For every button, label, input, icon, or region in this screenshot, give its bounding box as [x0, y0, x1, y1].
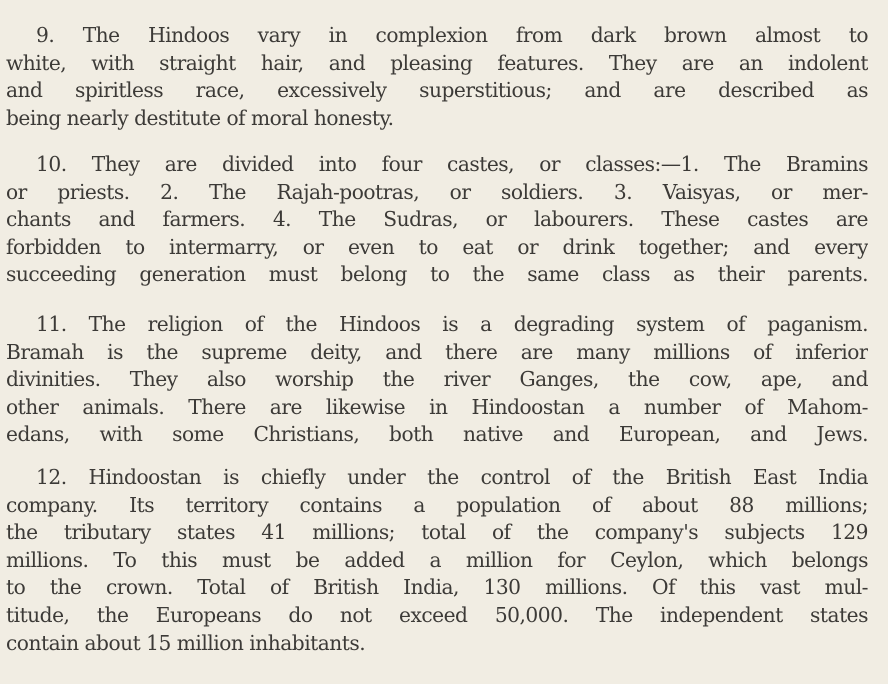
text-line: 12. Hindoostan is chiefly under the control of the British East India: [36, 465, 868, 489]
text-line: edans, with some Christians, both native and European, and Jews.: [6, 422, 868, 447]
text-line: the tributary states 41 millions; total of the company's subjects 129: [6, 520, 868, 545]
paragraph-10: [6, 151, 868, 289]
text-line: 9. The Hindoos vary in complexion from dark brown almost to: [36, 23, 868, 47]
text-line: to the crown. Total of British India, 130 millions. Of this vast mul-: [6, 575, 868, 600]
text-line: Bramah is the supreme deity, and there are many millions of inferior: [6, 339, 868, 364]
text-line: divinities. They also worship the river Ganges, the cow, ape, and: [6, 367, 868, 392]
paragraph-11: [6, 311, 868, 449]
text-line: company. Its territory contains a population of about 88 millions;: [6, 492, 868, 517]
text-line: chants and farmers. 4. The Sudras, or labourers. These castes are: [6, 207, 868, 232]
text-line: being nearly destitute of moral honesty.: [6, 105, 394, 130]
paragraph-9: [6, 22, 868, 132]
paragraph-12: [6, 464, 868, 657]
text-line: succeeding generation must belong to the same class as their parents.: [6, 262, 868, 287]
text-line: or priests. 2. The Rajah-pootras, or soldiers. 3. Vaisyas, or mer-: [6, 179, 868, 204]
text-line: titude, the Europeans do not exceed 50,000. The independent states: [6, 602, 868, 627]
text-line: other animals. There are likewise in Hindoostan a number of Mahom-: [6, 394, 868, 419]
text-line: white, with straight hair, and pleasing features. They are an indolent: [6, 50, 868, 75]
text-line: 10. They are divided into four castes, or classes:—1. The Bramins: [36, 152, 868, 176]
text-line: millions. To this must be added a million for Ceylon, which belongs: [6, 547, 868, 572]
text-line: forbidden to intermarry, or even to eat or drink together; and every: [6, 234, 868, 259]
text-line: and spiritless race, excessively superstitious; and are described as: [6, 78, 868, 103]
text-line: 11. The religion of the Hindoos is a degrading system of paganism.: [36, 312, 868, 336]
text-line: contain about 15 million inhabitants.: [6, 630, 366, 655]
